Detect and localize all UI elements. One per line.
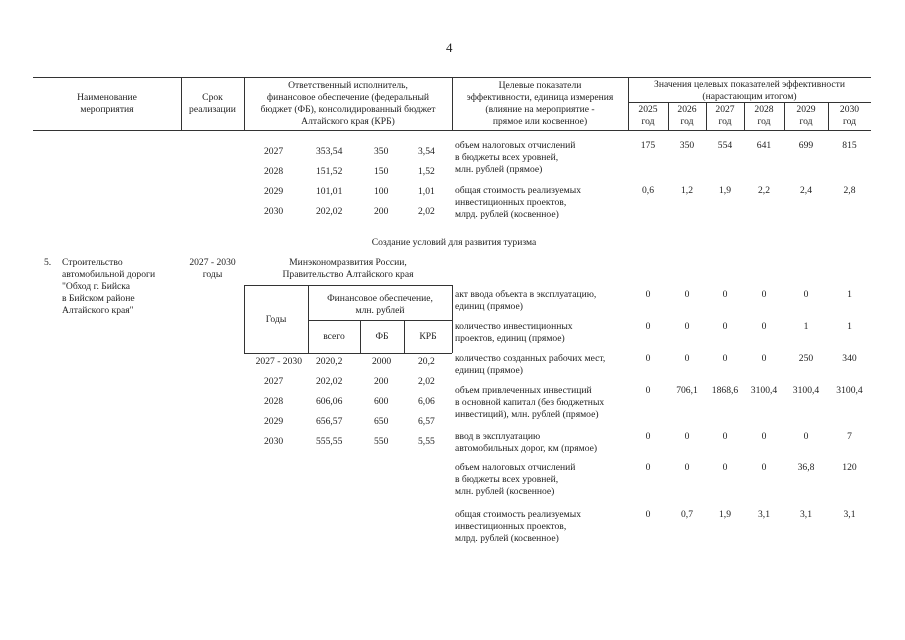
item-term: 2027 - 2030 годы — [189, 257, 236, 280]
section-title: Создание условий для развития туризма — [371, 237, 537, 248]
item-name: Строительство автомобильной дороги "Обход г. Бийска в Бийском районе Алтайского края" — [62, 257, 156, 316]
year-header-2028: 2028 год — [754, 104, 774, 127]
indicator-label: акт ввода объекта в эксплуатацию, единиц (прямое) — [455, 289, 597, 312]
indicator-label: общая стоимость реализуемых инвестиционных проектов, млрд. рублей (косвенное) — [455, 509, 581, 544]
indicator-label: общая стоимость реализуемых инвестиционных проектов, млрд. рублей (косвенное) — [455, 185, 581, 220]
header-term: Срок реализации — [189, 92, 236, 115]
year-header-2029: 2029 год — [796, 104, 816, 127]
fin-table-border — [452, 285, 453, 353]
indicator-label: количество созданных рабочих мест, единиц (прямое) — [455, 353, 606, 376]
header-values: Значения целевых показателей эффективности (нарастающим итогом) — [654, 79, 845, 102]
indicator-label: объем налоговых отчислений в бюджеты всех уровней, млн. рублей (косвенное) — [455, 462, 576, 497]
year-header-2030: 2030 год — [839, 104, 860, 127]
year-header-2027: 2027 год — [715, 104, 735, 127]
item-number: 5. — [44, 257, 52, 268]
header-indicators: Целевые показатели эффективности, единица измерения (влияние на мероприятие - прямое или косвенное) — [466, 80, 614, 127]
header-executor: Ответственный исполнитель, финансовое обеспечение (федеральный бюджет (ФБ), консолидированный бюджет Алтайского края (КРБ) — [260, 80, 436, 127]
indicator-label: ввод в эксплуатацию автомобильных дорог, км (прямое) — [455, 431, 598, 454]
header-name: Наименование мероприятия — [77, 92, 137, 115]
fin-table-rule — [244, 353, 452, 354]
item-executor: Минэкономразвития России, Правительство Алтайского края — [282, 257, 414, 280]
fin-head-fb: ФБ — [375, 331, 389, 342]
fin-head-krb: КРБ — [419, 331, 437, 342]
indicator-label: объем привлеченных инвестиций в основной капитал (без бюджетных инвестиций), млн. рублей (прямое) — [455, 385, 605, 420]
header-bottom-rule — [33, 130, 871, 131]
indicator-label: количество инвестиционных проектов, единиц (прямое) — [455, 321, 573, 344]
fin-table-rule — [308, 320, 452, 321]
fin-head-title: Финансовое обеспечение, млн. рублей — [327, 293, 433, 316]
fin-head-total: всего — [323, 331, 345, 342]
indicator-label: объем налоговых отчислений в бюджеты всех уровней, млн. рублей (прямое) — [455, 140, 576, 175]
year-header-2026: 2026 год — [677, 104, 697, 127]
year-header-2025: 2025 год — [638, 104, 658, 127]
fin-head-years: Годы — [265, 314, 287, 325]
fin-table-rule — [244, 285, 452, 286]
page-number: 4 — [446, 40, 453, 55]
